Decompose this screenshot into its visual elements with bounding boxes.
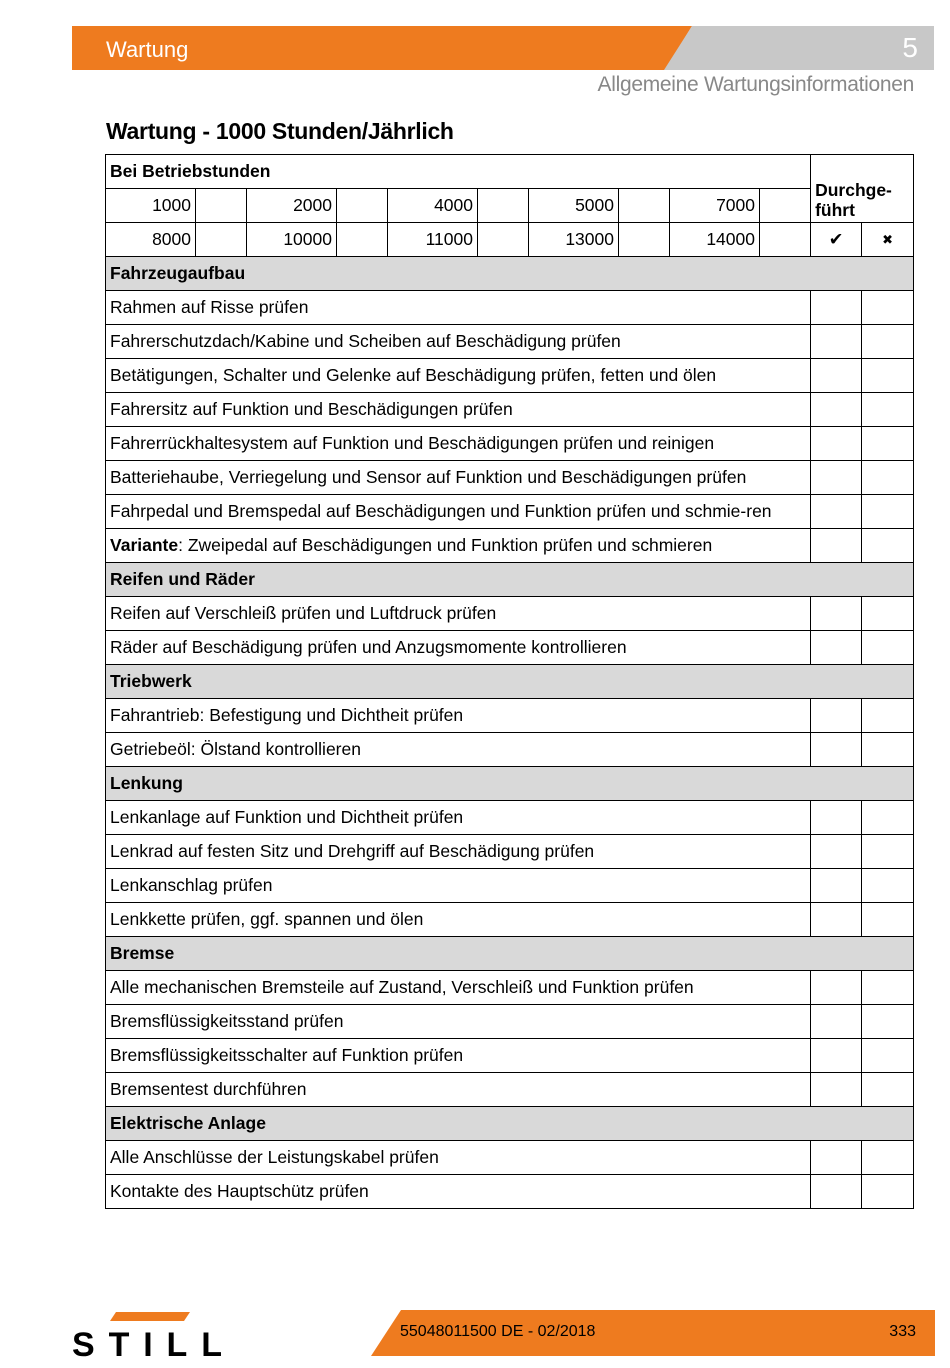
not-done-checkbox[interactable]: [862, 631, 914, 665]
not-done-checkbox[interactable]: [862, 869, 914, 903]
task-label: Fahrerrückhaltesystem auf Funktion und Beschädigungen prüfen und reinigen: [106, 427, 811, 461]
hours-cell: 10000: [247, 223, 337, 257]
not-done-checkbox[interactable]: [862, 427, 914, 461]
done-checkbox[interactable]: [811, 291, 862, 325]
task-row: [106, 461, 914, 495]
task-row: [106, 495, 914, 529]
done-checkbox[interactable]: [811, 1175, 862, 1209]
done-checkbox[interactable]: [811, 869, 862, 903]
done-checkbox[interactable]: [811, 835, 862, 869]
footer-doc-number: 55048011500 DE - 02/2018: [400, 1323, 596, 1340]
task-label: Fahrerschutzdach/Kabine und Scheiben auf Beschädigung prüfen: [106, 325, 811, 359]
section-row: [106, 1107, 914, 1141]
variant-text: : Zweipedal auf Beschädigungen und Funktion prüfen und schmieren: [178, 535, 713, 555]
not-done-checkbox[interactable]: [862, 699, 914, 733]
hours-check-cell[interactable]: [478, 223, 529, 257]
variant-label: Variante: [110, 535, 179, 555]
hours-check-cell[interactable]: [337, 189, 388, 223]
header-chapter-number: 5: [902, 32, 918, 63]
task-label: Batteriehaube, Verriegelung und Sensor auf Funktion und Beschädigungen prüfen: [106, 461, 811, 495]
not-done-checkbox[interactable]: [862, 291, 914, 325]
task-label: Lenkanlage auf Funktion und Dichtheit prüfen: [106, 801, 811, 835]
not-done-checkbox[interactable]: [862, 1175, 914, 1209]
not-done-checkbox[interactable]: [862, 1141, 914, 1175]
task-row: [106, 971, 914, 1005]
not-done-checkbox[interactable]: [862, 733, 914, 767]
task-row: [106, 325, 914, 359]
task-row: [106, 801, 914, 835]
task-label: Reifen auf Verschleiß prüfen und Luftdruck prüfen: [106, 597, 811, 631]
task-row: [106, 597, 914, 631]
task-label: Fahrpedal und Bremspedal auf Beschädigungen und Funktion prüfen und schmie-ren: [106, 495, 811, 529]
logo-text: STILL: [72, 1326, 228, 1358]
task-row: [106, 359, 914, 393]
done-label-line2: führt: [815, 200, 855, 220]
section-row: [106, 665, 914, 699]
header-section-title: Wartung: [106, 37, 189, 62]
task-label: Getriebeöl: Ölstand kontrollieren: [106, 733, 811, 767]
done-checkbox[interactable]: [811, 529, 862, 563]
hours-row-1: [106, 189, 914, 223]
header-chapter-bar: [664, 26, 934, 70]
hours-cell: 7000: [670, 189, 760, 223]
task-row: [106, 393, 914, 427]
task-row: [106, 1141, 914, 1175]
task-row: [106, 631, 914, 665]
task-label: Bremsflüssigkeitsschalter auf Funktion prüfen: [106, 1039, 811, 1073]
section-row: [106, 767, 914, 801]
hours-cell: 2000: [247, 189, 337, 223]
task-label: Lenkkette prüfen, ggf. spannen und ölen: [106, 903, 811, 937]
section-row: [106, 937, 914, 971]
hours-cell: 1000: [106, 189, 196, 223]
footer-page-number: 333: [889, 1323, 916, 1340]
task-label: Fahrantrieb: Befestigung und Dichtheit prüfen: [106, 699, 811, 733]
not-done-checkbox[interactable]: [862, 801, 914, 835]
done-checkbox[interactable]: [811, 495, 862, 529]
not-done-checkbox[interactable]: [862, 1039, 914, 1073]
not-done-checkbox[interactable]: [862, 461, 914, 495]
header-subtitle: Allgemeine Wartungsinformationen: [597, 73, 914, 96]
not-done-checkbox[interactable]: [862, 597, 914, 631]
task-label: Lenkanschlag prüfen: [106, 869, 811, 903]
not-done-checkbox[interactable]: [862, 1073, 914, 1107]
done-checkbox[interactable]: [811, 733, 862, 767]
task-row: [106, 427, 914, 461]
not-done-checkbox[interactable]: [862, 393, 914, 427]
task-label: Betätigungen, Schalter und Gelenke auf Beschädigung prüfen, fetten und ölen: [106, 359, 811, 393]
check-mark-icon: ✔: [811, 223, 862, 257]
logo-swoosh: [110, 1312, 190, 1321]
task-row: [106, 869, 914, 903]
section-heading: Triebwerk: [106, 665, 914, 699]
section-heading: Lenkung: [106, 767, 914, 801]
not-done-checkbox[interactable]: [862, 495, 914, 529]
hours-cell: 5000: [529, 189, 619, 223]
done-checkbox[interactable]: [811, 801, 862, 835]
cross-mark-icon: ✖: [862, 223, 914, 257]
done-checkbox[interactable]: [811, 1073, 862, 1107]
hours-check-cell[interactable]: [760, 189, 811, 223]
done-checkbox[interactable]: [811, 597, 862, 631]
not-done-checkbox[interactable]: [862, 1005, 914, 1039]
page-title: Wartung - 1000 Stunden/Jährlich: [106, 118, 454, 144]
hours-label: Bei Betriebstunden: [106, 155, 811, 189]
hours-cell: 4000: [388, 189, 478, 223]
not-done-checkbox[interactable]: [862, 903, 914, 937]
done-checkbox[interactable]: [811, 631, 862, 665]
task-row: [106, 291, 914, 325]
hours-row-2: [106, 223, 914, 257]
done-checkbox[interactable]: [811, 325, 862, 359]
hours-cell: 8000: [106, 223, 196, 257]
task-row: [106, 903, 914, 937]
task-row: [106, 1175, 914, 1209]
not-done-checkbox[interactable]: [862, 359, 914, 393]
not-done-checkbox[interactable]: [862, 325, 914, 359]
section-row: [106, 257, 914, 291]
still-logo: [72, 1312, 232, 1358]
done-checkbox[interactable]: [811, 699, 862, 733]
done-checkbox[interactable]: [811, 1039, 862, 1073]
hours-check-cell[interactable]: [196, 189, 247, 223]
task-row: [106, 1039, 914, 1073]
done-checkbox[interactable]: [811, 1141, 862, 1175]
task-label-variant: [106, 529, 811, 563]
task-label: Bremsentest durchführen: [106, 1073, 811, 1107]
hours-cell: 11000: [388, 223, 478, 257]
task-label: Räder auf Beschädigung prüfen und Anzugsmomente kontrollieren: [106, 631, 811, 665]
task-label: Lenkrad auf festen Sitz und Drehgriff auf Beschädigung prüfen: [106, 835, 811, 869]
task-row: [106, 1005, 914, 1039]
hours-check-cell[interactable]: [196, 223, 247, 257]
hours-cell: 13000: [529, 223, 619, 257]
done-label-line1: Durchge-: [815, 180, 892, 200]
task-label: Bremsflüssigkeitsstand prüfen: [106, 1005, 811, 1039]
done-checkbox[interactable]: [811, 393, 862, 427]
not-done-checkbox[interactable]: [862, 971, 914, 1005]
hours-check-cell[interactable]: [337, 223, 388, 257]
done-checkbox[interactable]: [811, 1005, 862, 1039]
task-row-variant: [106, 529, 914, 563]
not-done-checkbox[interactable]: [862, 529, 914, 563]
hours-check-cell[interactable]: [478, 189, 529, 223]
section-heading: Fahrzeugaufbau: [106, 257, 914, 291]
done-checkbox[interactable]: [811, 903, 862, 937]
task-label: Kontakte des Hauptschütz prüfen: [106, 1175, 811, 1209]
task-label: Alle Anschlüsse der Leistungskabel prüfen: [106, 1141, 811, 1175]
hours-check-cell[interactable]: [619, 223, 670, 257]
task-row: [106, 699, 914, 733]
section-heading: Bremse: [106, 937, 914, 971]
maintenance-table: [105, 154, 914, 1209]
done-checkbox[interactable]: [811, 461, 862, 495]
task-row: [106, 733, 914, 767]
section-heading: Reifen und Räder: [106, 563, 914, 597]
task-label: Fahrersitz auf Funktion und Beschädigungen prüfen: [106, 393, 811, 427]
task-row: [106, 1073, 914, 1107]
hours-check-cell[interactable]: [619, 189, 670, 223]
done-checkbox[interactable]: [811, 359, 862, 393]
section-heading: Elektrische Anlage: [106, 1107, 914, 1141]
section-row: [106, 563, 914, 597]
done-checkbox[interactable]: [811, 971, 862, 1005]
done-header: [811, 155, 914, 223]
hours-check-cell[interactable]: [760, 223, 811, 257]
task-row: [106, 835, 914, 869]
not-done-checkbox[interactable]: [862, 835, 914, 869]
done-checkbox[interactable]: [811, 427, 862, 461]
hours-cell: 14000: [670, 223, 760, 257]
task-label: Alle mechanischen Bremsteile auf Zustand, Verschleiß und Funktion prüfen: [106, 971, 811, 1005]
task-label: Rahmen auf Risse prüfen: [106, 291, 811, 325]
